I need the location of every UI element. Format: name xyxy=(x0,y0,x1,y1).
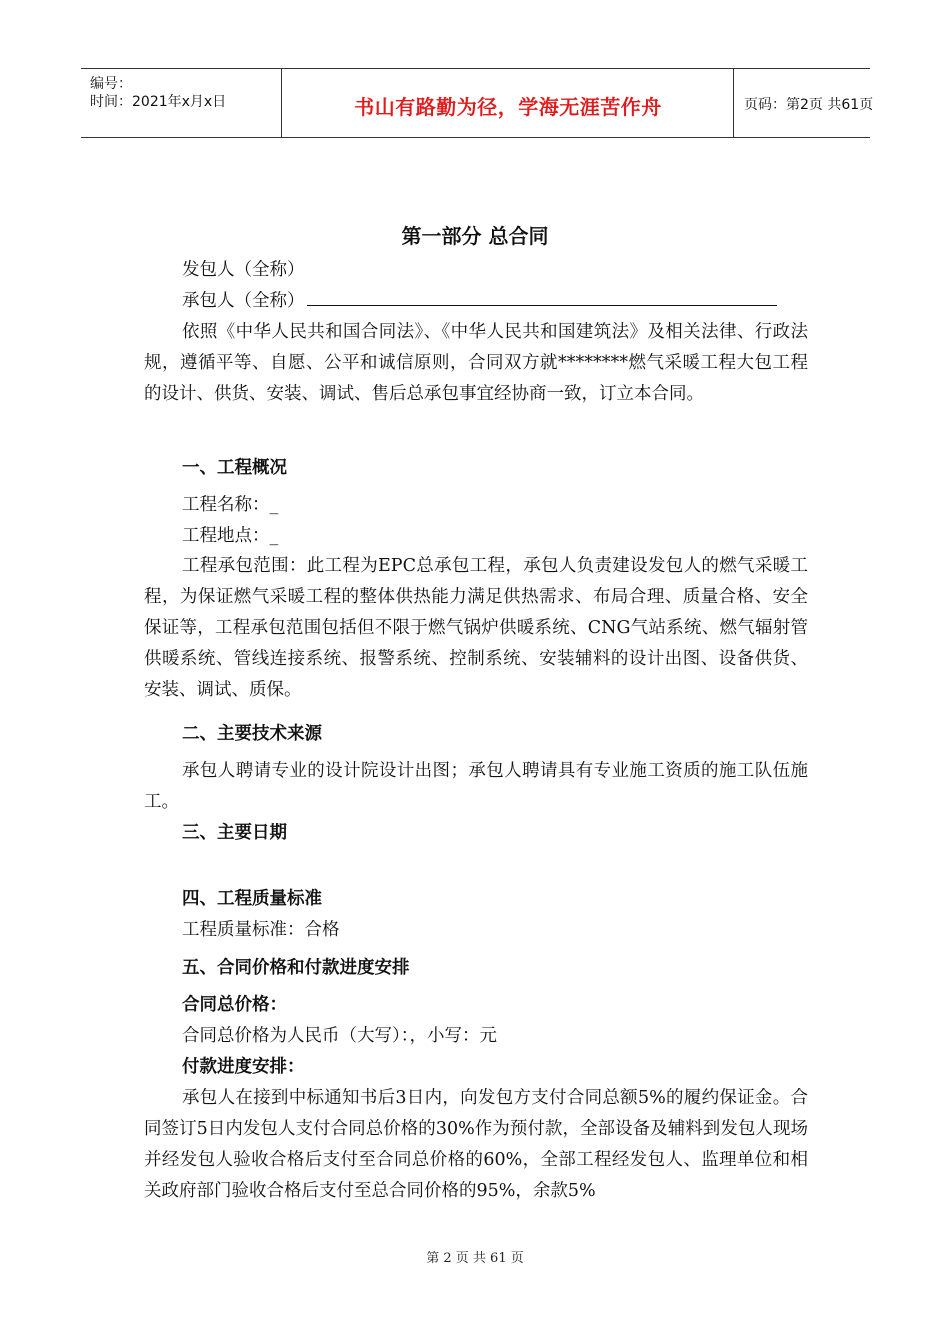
section-1-heading: 一、工程概况 xyxy=(182,458,287,478)
section-4-heading: 四、工程质量标准 xyxy=(182,889,322,909)
header-motto-cell xyxy=(282,69,734,137)
header-motto: 书山有路勤为径，学海无涯苦作舟 xyxy=(354,95,662,119)
header-info-cell xyxy=(81,69,282,137)
project-scope: 工程承包范围：此工程为EPC总承包工程，承包人负责建设发包人的燃气采暖工程，为保证燃气采暖工程的整体供热能力满足供热需求、布局合理、质量合格、安全保证等，工程承包范围包括但不限于燃气锅炉供暖系统、CNG气站系统、燃气辐射管供暖系统、管线连接系统、报警系统、控制系统、安装辅料的设计出图、设备供货、安装、调试、质保。 xyxy=(144,556,808,700)
party-b-blank xyxy=(307,286,777,306)
section-2-heading: 二、主要技术来源 xyxy=(182,724,322,744)
payment-schedule-text: 承包人在接到中标通知书后3日内，向发包方支付合同总额5%的履约保证金。合同签订5日内发包人支付合同总价格的30%作为预付款，全部设备及辅料到发包人现场并经发包人验收合格后支付至合同总价格的60%，全部工程经发包人、监理单位和相关政府部门验收合格后支付至总合同价格的95%，余款5% xyxy=(144,1088,808,1201)
party-a-line xyxy=(182,255,305,286)
section-5-heading: 五、合同价格和付款进度安排 xyxy=(182,958,410,978)
party-a-label: 发包人（全称） xyxy=(182,260,305,280)
total-price-heading: 合同总价格： xyxy=(182,995,287,1015)
header-page-cell xyxy=(734,69,874,137)
tech-source-text: 承包人聘请专业的设计院设计出图；承包人聘请具有专业施工资质的施工队伍施工。 xyxy=(144,761,808,812)
payment-schedule-heading: 付款进度安排： xyxy=(182,1057,305,1077)
intro-paragraph: 依照《中华人民共和国合同法》、《中华人民共和国建筑法》及相关法律、行政法规，遵循平等、自愿、公平和诚信原则，合同双方就********燃气采暖工程大包工程的设计、供货、安装、调试、售后总承包事宜经协商一致，订立本合同。 xyxy=(144,322,808,404)
page-footer: 第 2 页 共 61 页 xyxy=(426,1251,524,1266)
page-title: 第一部分 总合同 xyxy=(401,224,549,248)
header-table xyxy=(81,68,874,138)
doc-number-label: 编号： xyxy=(90,76,132,92)
header-page-number: 页码：第2页 共61页 xyxy=(744,97,874,113)
project-name: 工程名称：_ xyxy=(182,495,279,515)
project-location: 工程地点：_ xyxy=(182,526,279,546)
doc-time-label: 时间：2021年x月x日 xyxy=(90,94,227,110)
party-b-label: 承包人（全称） xyxy=(182,291,305,311)
total-price-text: 合同总价格为人民币（大写）：，小写：元 xyxy=(182,1026,497,1046)
section-3-heading: 三、主要日期 xyxy=(182,823,287,843)
quality-standard-text: 工程质量标准：合格 xyxy=(182,920,340,940)
party-b-line xyxy=(182,286,777,317)
